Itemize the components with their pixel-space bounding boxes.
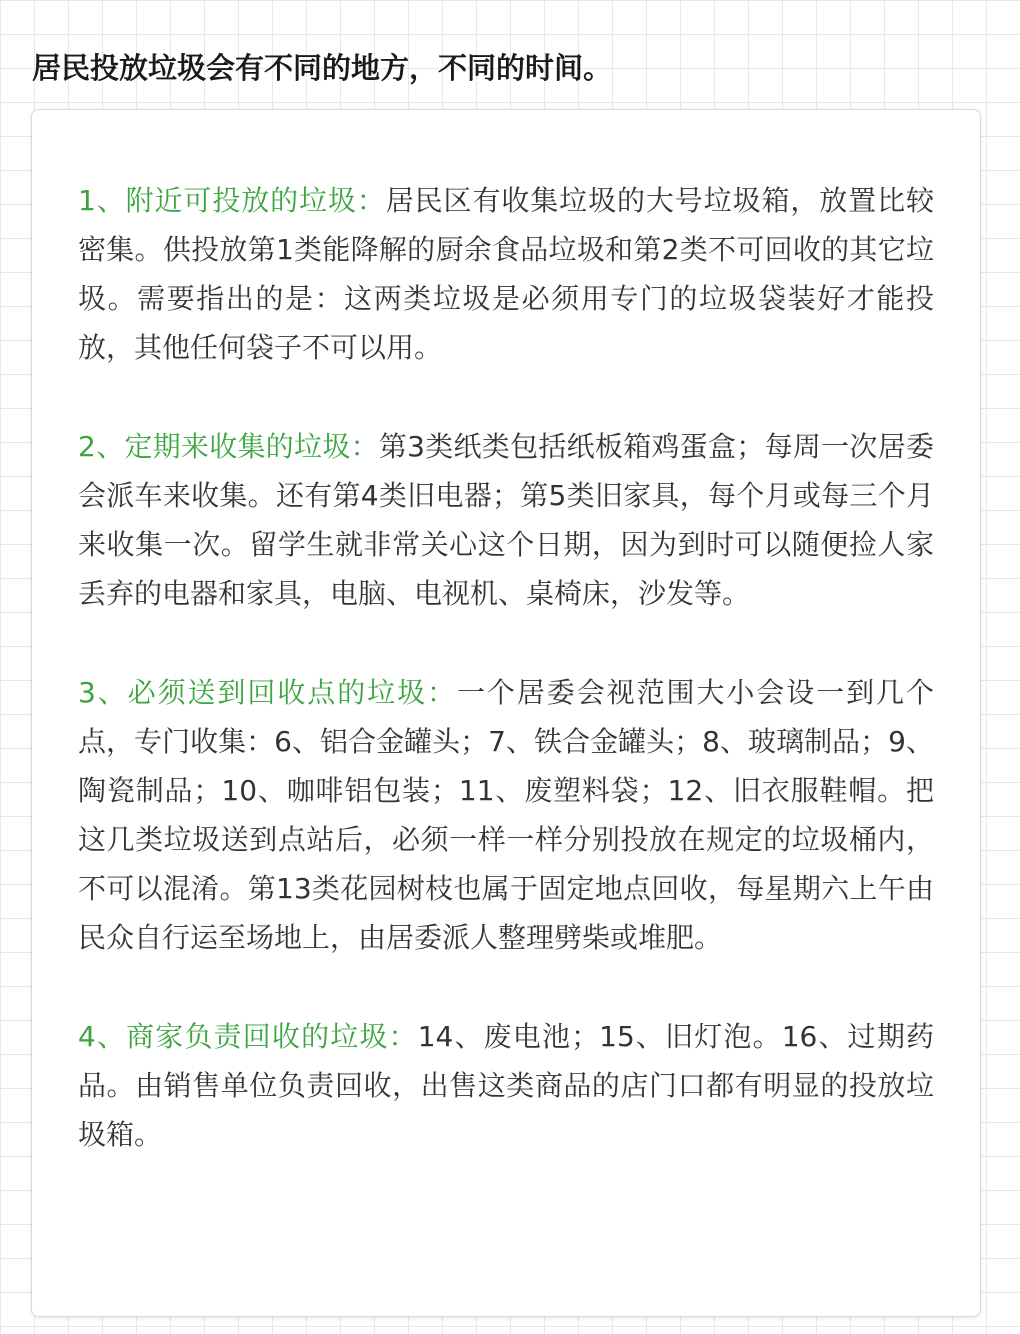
item-heading: 2、定期来收集的垃圾： <box>78 430 379 463</box>
item-body: 第3类纸类包括纸板箱鸡蛋盒；每周一次居委会派车来收集。还有第4类旧电器；第5类旧家具，每个月或每三个月来收集一次。留学生就非常关心这个日期，因为到时可以随便捡人家丢弃的电器和家具，电脑、电视机、桌椅床，沙发等。 <box>78 430 934 610</box>
paragraph-merchant-collection <box>78 1012 934 1159</box>
item-heading: 3、必须送到回收点的垃圾： <box>78 676 457 709</box>
item-body: 14、废电池；15、旧灯泡。16、过期药品。由销售单位负责回收，出售这类商品的店门口都有明显的投放垃圾箱。 <box>78 1020 934 1151</box>
item-heading: 4、商家负责回收的垃圾： <box>78 1020 418 1053</box>
item-body: 一个居委会视范围大小会设一到几个点，专门收集：6、铝合金罐头；7、铁合金罐头；8、玻璃制品；9、陶瓷制品；10、咖啡铝包装；11、废塑料袋；12、旧衣服鞋帽。把这几类垃圾送到点站后，必须一样一样分别投放在规定的垃圾桶内，不可以混淆。第13类花园树枝也属于固定地点回收，每星期六上午由民众自行运至场地上，由居委派人整理劈柴或堆肥。 <box>78 676 934 954</box>
paragraph-nearby-disposal <box>78 176 934 372</box>
paragraph-scheduled-collection <box>78 422 934 618</box>
item-body: 居民区有收集垃圾的大号垃圾箱，放置比较密集。供投放第1类能降解的厨余食品垃圾和第2类不可回收的其它垃圾。需要指出的是：这两类垃圾是必须用专门的垃圾袋装好才能投放，其他任何袋子不可以用。 <box>78 184 934 364</box>
page-title: 居民投放垃圾会有不同的地方，不同的时间。 <box>32 51 613 85</box>
paragraph-recycling-point <box>78 668 934 962</box>
item-heading: 1、附近可投放的垃圾： <box>78 184 386 217</box>
content-card <box>31 109 981 1317</box>
